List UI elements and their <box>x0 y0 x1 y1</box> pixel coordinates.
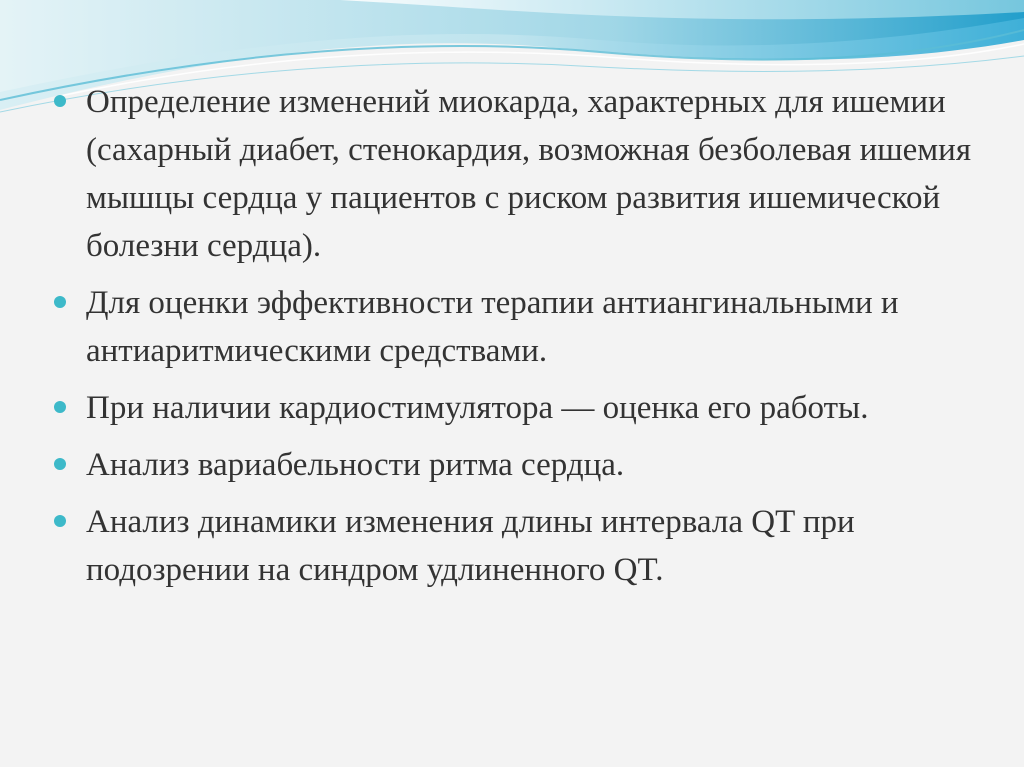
bullet-item <box>54 441 984 489</box>
bullet-text: Анализ динамики изменения длины интервала QT при подозрении на синдром удлиненного QT. <box>86 504 855 588</box>
bullet-text: Анализ вариабельности ритма сердца. <box>86 447 625 483</box>
bullet-dot-icon <box>54 296 66 308</box>
bullet-item <box>54 384 984 432</box>
slide-body <box>54 78 984 603</box>
bullet-item <box>54 498 984 594</box>
bullet-item <box>54 78 984 270</box>
bullet-dot-icon <box>54 458 66 470</box>
bullet-text: При наличии кардиостимулятора — оценка его работы. <box>86 390 869 426</box>
bullet-text: Для оценки эффективности терапии антиангинальными и антиаритмическими средствами. <box>86 285 899 369</box>
bullet-dot-icon <box>54 515 66 527</box>
bullet-dot-icon <box>54 401 66 413</box>
bullet-text: Определение изменений миокарда, характерных для ишемии (сахарный диабет, стенокардия, возможная безболевая ишемия мышцы сердца у пациентов с риском развития ишемической болезни сердца). <box>86 84 972 264</box>
bullet-list <box>54 78 984 594</box>
bullet-dot-icon <box>54 95 66 107</box>
bullet-item <box>54 279 984 375</box>
